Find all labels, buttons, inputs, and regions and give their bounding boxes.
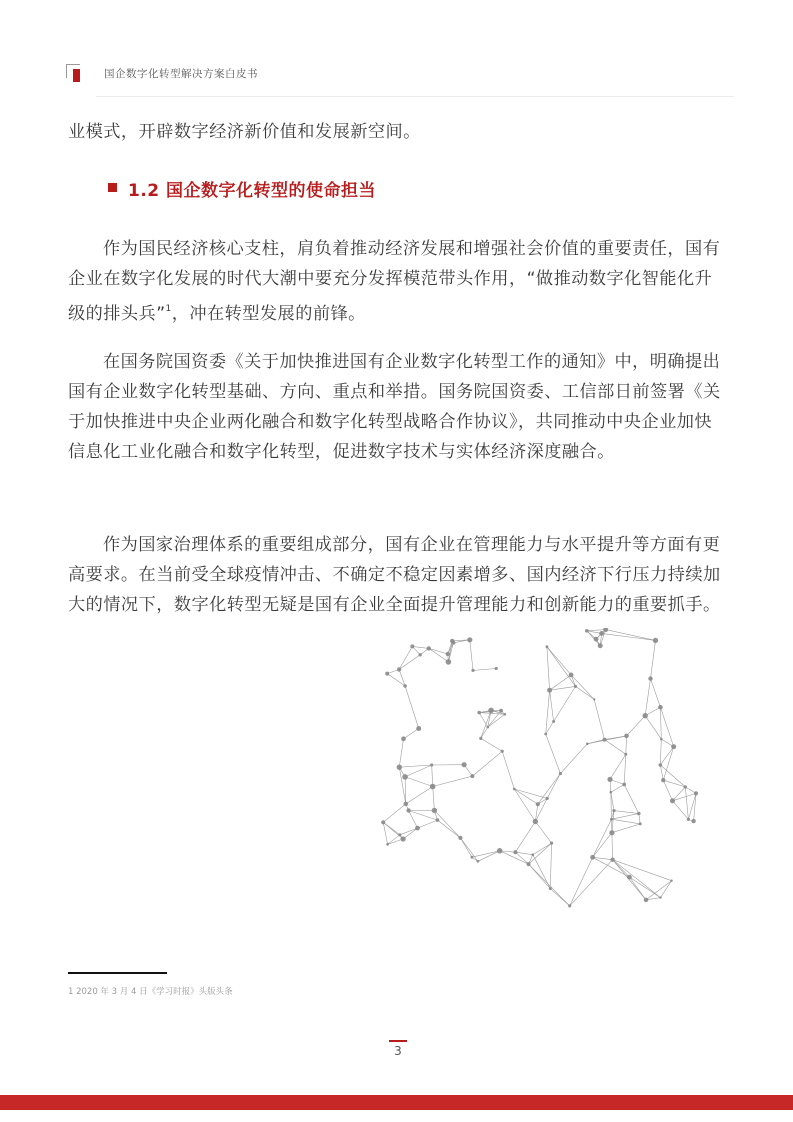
network-illustration [370,628,700,913]
footer-bar [0,1095,793,1110]
section-title: 1.2 国企数字化转型的使命担当 [128,181,377,201]
header-title: 国企数字化转型解决方案白皮书 [104,68,258,80]
page-header [66,62,734,98]
paragraph-3: 作为国家治理体系的重要组成部分，国有企业在管理能力与水平提升等方面有更高要求。在当前受全球疫情冲击、不确定不稳定因素增多、国内经济下行压力持续加大的情况下，数字化转型无疑是国有企业全面提升管理能力和创新能力的重要抓手。 [68,535,721,615]
paragraph-continued: 业模式，开辟数字经济新价值和发展新空间。 [68,122,421,142]
header-divider [96,96,734,97]
footnote-ref[interactable]: 1 [165,304,172,314]
page-number: 3 [394,1044,402,1058]
brand-logo-icon [66,64,84,82]
paragraph-2: 在国务院国资委《关于加快推进国有企业数字化转型工作的通知》中，明确提出国有企业数字化转型基础、方向、重点和举措。国务院国资委、工信部日前签署《关于加快推进中央企业两化融合和数字化转型战略合作协议》，共同推动中央企业加快信息化工业化融合和数字化转型，促进数字技术与实体经济深度融合。 [68,352,721,462]
square-bullet-icon [108,183,117,192]
page-number-mark [389,1040,407,1042]
footnote-divider [68,972,167,974]
paragraph-1 [68,234,726,329]
paragraph-1-text: 作为国民经济核心支柱，肩负着推动经济发展和增强社会价值的重要责任，国有企业在数字化发展的时代大潮中要充分发挥模范带头作用，“做推动数字化智能化升级的排头兵” [68,239,721,324]
paragraph-1-tail: ，冲在转型发展的前锋。 [171,304,366,324]
footnote: 1 2020 年 3 月 4 日《学习时报》头版头条 [68,987,233,997]
